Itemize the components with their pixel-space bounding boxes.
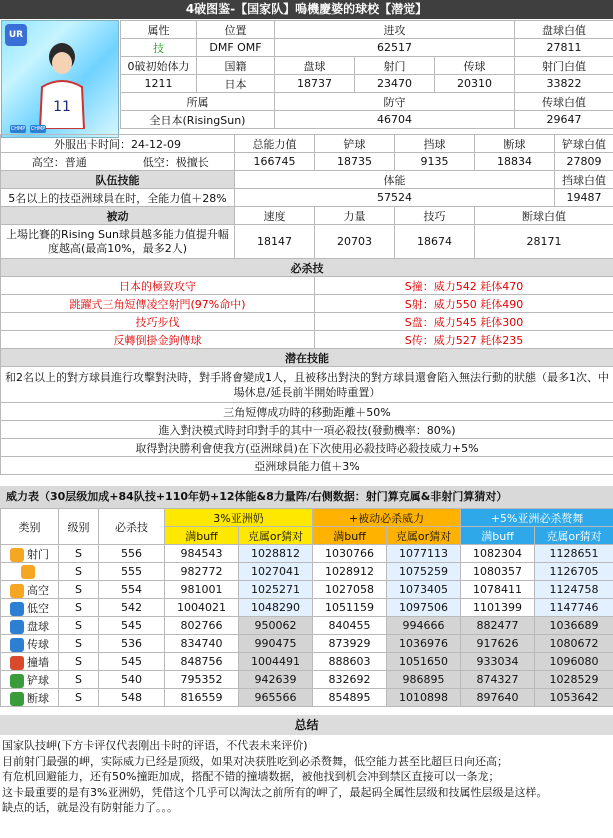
svg-text:11: 11 (53, 99, 71, 115)
passive-text: 上場比賽的Rising Sun球員越多能力值提升幅度越高(最高10%，最多2人) (1, 225, 235, 259)
power-row-kill: 545 (99, 653, 165, 671)
value-defense: 46704 (275, 111, 515, 129)
power-value: 982772 (165, 563, 239, 581)
sub-counter: 克属or猜对 (387, 527, 461, 545)
power-value: 1027058 (313, 581, 387, 599)
skill-type-icon (10, 584, 24, 598)
power-row-level: S (59, 617, 99, 635)
power-value: 1124758 (535, 581, 613, 599)
value-attribute: 技 (121, 39, 197, 57)
power-row-category (1, 563, 59, 581)
label-stamina: 体能 (235, 171, 555, 189)
player-card-image[interactable] (1, 20, 119, 138)
summary-line: 缺点的话，就是没有防射能力了。。。 (2, 801, 178, 814)
value-pass-white: 29647 (515, 111, 613, 129)
power-value: 832692 (313, 671, 387, 689)
power-value: 1004491 (239, 653, 313, 671)
sub-full-buff: 满buff (461, 527, 535, 545)
power-value: 1027041 (239, 563, 313, 581)
power-value: 1078411 (461, 581, 535, 599)
category-label: 撞墙 (27, 655, 49, 669)
label-shoot: 射门 (355, 57, 435, 75)
power-value: 1082304 (461, 545, 535, 563)
category-label: 传球 (27, 637, 49, 651)
power-row-category (1, 599, 59, 617)
sub-full-buff: 满buff (313, 527, 387, 545)
value-intercept: 18834 (475, 153, 555, 171)
team-skill-text: 5名以上的技亞洲球員在时，全能力值＋28% (1, 189, 235, 207)
power-value: 986895 (387, 671, 461, 689)
label-tackle-white: 铲球白值 (555, 135, 613, 153)
power-table-header: 威力表（30层级加成+84队技+110年奶+12体能&8力量阵/右侧数据：射门算克属&非射门算猜对） (0, 486, 613, 508)
power-value: 1073405 (387, 581, 461, 599)
power-row-level: S (59, 581, 99, 599)
power-value: 933034 (461, 653, 535, 671)
col-kill: 必杀技 (99, 509, 165, 545)
label-defense: 防守 (275, 93, 515, 111)
power-value: 1147746 (535, 599, 613, 617)
power-value: 1097506 (387, 599, 461, 617)
category-label: 射门 (27, 547, 49, 561)
label-dribble-white: 盘球白值 (515, 21, 613, 39)
power-row (1, 689, 613, 707)
power-row-kill: 548 (99, 689, 165, 707)
power-row (1, 545, 613, 563)
power-row-category (1, 635, 59, 653)
chip-tag-icon: CHMP (30, 126, 46, 132)
value-base-stamina: 1211 (121, 75, 197, 93)
label-pass-white: 传球白值 (515, 93, 613, 111)
label-speed: 速度 (235, 207, 315, 225)
power-value: 1030766 (313, 545, 387, 563)
power-value: 950062 (239, 617, 313, 635)
power-row-level: S (59, 653, 99, 671)
value-stamina: 57524 (235, 189, 555, 207)
air-ground-cell (1, 153, 235, 171)
power-row-category (1, 545, 59, 563)
power-row-level: S (59, 599, 99, 617)
power-value: 1025271 (239, 581, 313, 599)
power-value: 1075259 (387, 563, 461, 581)
label-intercept: 断球 (475, 135, 555, 153)
label-attribute: 属性 (121, 21, 197, 39)
label-total-power: 总能力值 (235, 135, 315, 153)
summary-line: 目前射门最强的岬，实际威力已经是顶级，如果对决获胜吃到必杀赘舞，低空能力甚至比超巨日向还高； (2, 754, 508, 768)
value-tech: 18674 (395, 225, 475, 259)
value-pass: 20310 (435, 75, 515, 93)
skill-type-icon (10, 656, 24, 670)
group-asia-milk: 3%亚洲奶 (165, 509, 313, 527)
kill-skill-name: 反轉倒掛金鉤傳球 (1, 331, 315, 349)
power-value: 1028529 (535, 671, 613, 689)
value-block: 9135 (395, 153, 475, 171)
category-label: 断球 (27, 691, 49, 705)
power-row-category (1, 617, 59, 635)
skill-type-icon (10, 602, 24, 616)
col-type: 类别 (1, 509, 59, 545)
power-row-level: S (59, 689, 99, 707)
rarity-badge-icon: UR (5, 24, 27, 46)
value-team: 全日本(RisingSun) (121, 111, 275, 129)
label-block: 挡球 (395, 135, 475, 153)
potential-header: 潜在技能 (1, 349, 613, 367)
power-value: 942639 (239, 671, 313, 689)
label-position: 位置 (197, 21, 275, 39)
group-asia-dance: +5%亚洲必杀赘舞 (461, 509, 613, 527)
label-pass: 传球 (435, 57, 515, 75)
power-value: 1096080 (535, 653, 613, 671)
value-total-power: 166745 (235, 153, 315, 171)
power-value: 1028812 (239, 545, 313, 563)
power-value: 1048290 (239, 599, 313, 617)
power-row-category (1, 581, 59, 599)
power-row-category (1, 689, 59, 707)
stats-table (0, 134, 613, 475)
label-block-white: 挡球白值 (555, 171, 613, 189)
kill-skill-desc: S撞：威力542 耗体470 (315, 277, 613, 295)
high-ball-rating: 高空：普通 (31, 155, 87, 169)
category-label: 铲球 (27, 673, 49, 687)
power-row-category (1, 653, 59, 671)
power-value: 1036689 (535, 617, 613, 635)
power-value: 834740 (165, 635, 239, 653)
power-row (1, 653, 613, 671)
power-value: 816559 (165, 689, 239, 707)
kill-skill-desc: S传：威力527 耗体235 (315, 331, 613, 349)
power-value: 795352 (165, 671, 239, 689)
category-label: 低空 (27, 601, 49, 615)
power-value: 854895 (313, 689, 387, 707)
power-value: 873929 (313, 635, 387, 653)
power-value: 840455 (313, 617, 387, 635)
power-value: 1004021 (165, 599, 239, 617)
label-break-white: 断球白值 (475, 207, 613, 225)
power-value: 882477 (461, 617, 535, 635)
label-nationality: 国籍 (197, 57, 275, 75)
power-value: 984543 (165, 545, 239, 563)
power-value: 1051159 (313, 599, 387, 617)
summary-header: 总结 (0, 715, 613, 735)
power-row-kill: 556 (99, 545, 165, 563)
value-tackle: 18735 (315, 153, 395, 171)
group-passive: +被动必杀威力 (313, 509, 461, 527)
value-block-white: 19487 (555, 189, 613, 207)
summary-body (2, 738, 610, 816)
power-row-kill: 542 (99, 599, 165, 617)
skill-type-icon (10, 620, 24, 634)
power-value: 990475 (239, 635, 313, 653)
value-dribble-white: 27811 (515, 39, 613, 57)
kill-skill-name: 日本的極致攻守 (1, 277, 315, 295)
power-row-level: S (59, 563, 99, 581)
power-value: 802766 (165, 617, 239, 635)
chip-tag-icon: CHMP (10, 126, 26, 132)
power-value: 1077113 (387, 545, 461, 563)
kill-skill-name: 技巧步伐 (1, 313, 315, 331)
player-portrait-icon (32, 39, 92, 129)
power-row (1, 581, 613, 599)
skill-type-icon (10, 692, 24, 706)
power-row-kill: 536 (99, 635, 165, 653)
power-row-level: S (59, 635, 99, 653)
power-value: 994666 (387, 617, 461, 635)
kill-skill-desc: S盘：威力545 耗体300 (315, 313, 613, 331)
power-row (1, 635, 613, 653)
power-value: 917626 (461, 635, 535, 653)
power-value: 848756 (165, 653, 239, 671)
power-value: 1080672 (535, 635, 613, 653)
power-row-category (1, 671, 59, 689)
power-value: 897640 (461, 689, 535, 707)
power-row (1, 599, 613, 617)
sub-counter: 克属or猜对 (535, 527, 613, 545)
power-value: 1053642 (535, 689, 613, 707)
power-value: 1080357 (461, 563, 535, 581)
sub-counter: 克属or猜对 (239, 527, 313, 545)
skill-type-icon (10, 548, 24, 562)
value-nationality: 日本 (197, 75, 275, 93)
passive-header: 被动 (1, 207, 235, 225)
low-ball-rating: 低空：极擅长 (142, 155, 209, 169)
power-row-kill: 540 (99, 671, 165, 689)
skill-type-icon (10, 674, 24, 688)
skill-type-icon (10, 638, 24, 652)
value-speed: 18147 (235, 225, 315, 259)
power-row-level: S (59, 671, 99, 689)
value-tackle-white: 27809 (555, 153, 613, 171)
power-value: 1128651 (535, 545, 613, 563)
label-team: 所属 (121, 93, 275, 111)
label-tech: 技巧 (395, 207, 475, 225)
label-shoot-white: 射门白值 (515, 57, 613, 75)
release-date: 外服出卡时间：24-12-09 (1, 135, 235, 153)
power-row-kill: 555 (99, 563, 165, 581)
label-tackle: 铲球 (315, 135, 395, 153)
col-level: 级别 (59, 509, 99, 545)
power-row-kill: 545 (99, 617, 165, 635)
summary-line: 有危机回避能力，还有50%撞距加成，搭配不错的撞墙数据，被他找到机会冲到禁区直接可以一条龙； (2, 770, 500, 783)
power-value: 1036976 (387, 635, 461, 653)
value-dribble: 18737 (275, 75, 355, 93)
value-shoot: 23470 (355, 75, 435, 93)
info-table (120, 20, 613, 129)
value-position: DMF OMF (197, 39, 275, 57)
value-break-white: 28171 (475, 225, 613, 259)
power-value: 965566 (239, 689, 313, 707)
power-row (1, 671, 613, 689)
potential-item: 進入對決模式時封印對手的其中一項必殺技(發動機率：80%) (1, 421, 613, 439)
kill-skill-desc: S射：威力550 耗体490 (315, 295, 613, 313)
page-title: 4破图鉴-【国家队】嗚機慶婆的球校【潜觉】 (0, 0, 613, 19)
power-value: 1101399 (461, 599, 535, 617)
value-shoot-white: 33822 (515, 75, 613, 93)
power-table (0, 508, 613, 707)
summary-line: 国家队技岬(下方卡评仅代表刚出卡时的评语，不代表未来评价) (2, 739, 308, 752)
value-power: 20703 (315, 225, 395, 259)
label-power: 力量 (315, 207, 395, 225)
skill-type-icon (21, 565, 35, 579)
power-value: 1051650 (387, 653, 461, 671)
power-value: 1010898 (387, 689, 461, 707)
potential-item: 和2名以上的對方球員進行攻擊對決時，對手將會變成1人，且被移出對決的對方球員還會陷入無法行動的狀態（最多1次、中場休息/延長前半開始時重置） (1, 367, 613, 403)
label-base-stamina: 0破初始体力 (121, 57, 197, 75)
power-row-kill: 554 (99, 581, 165, 599)
power-row-level: S (59, 545, 99, 563)
category-label: 盘球 (27, 619, 49, 633)
power-row (1, 617, 613, 635)
kill-skill-name: 跳躍式三角短傳凌空射門(97%命中) (1, 295, 315, 313)
sub-full-buff: 满buff (165, 527, 239, 545)
power-value: 981001 (165, 581, 239, 599)
potential-item: 三角短傳成功時的移動距離＋50% (1, 403, 613, 421)
potential-item: 取得對決勝利會使我方(亞洲球員)在下次使用必殺技時必殺技威力+5% (1, 439, 613, 457)
summary-line: 这卡最重要的是有3%亚洲奶，凭借这个几乎可以淘汰之前所有的岬了，最起码全属性层级和技属性层级是这样。 (2, 785, 548, 799)
power-value: 1126705 (535, 563, 613, 581)
potential-item: 亞洲球員能力值＋3% (1, 457, 613, 475)
category-label: 高空 (27, 583, 49, 597)
power-value: 888603 (313, 653, 387, 671)
label-attack: 进攻 (275, 21, 515, 39)
value-attack: 62517 (275, 39, 515, 57)
kill-skill-header: 必杀技 (1, 259, 613, 277)
team-skill-header: 队伍技能 (1, 171, 235, 189)
label-dribble: 盘球 (275, 57, 355, 75)
power-value: 1028912 (313, 563, 387, 581)
power-row (1, 563, 613, 581)
power-value: 874327 (461, 671, 535, 689)
